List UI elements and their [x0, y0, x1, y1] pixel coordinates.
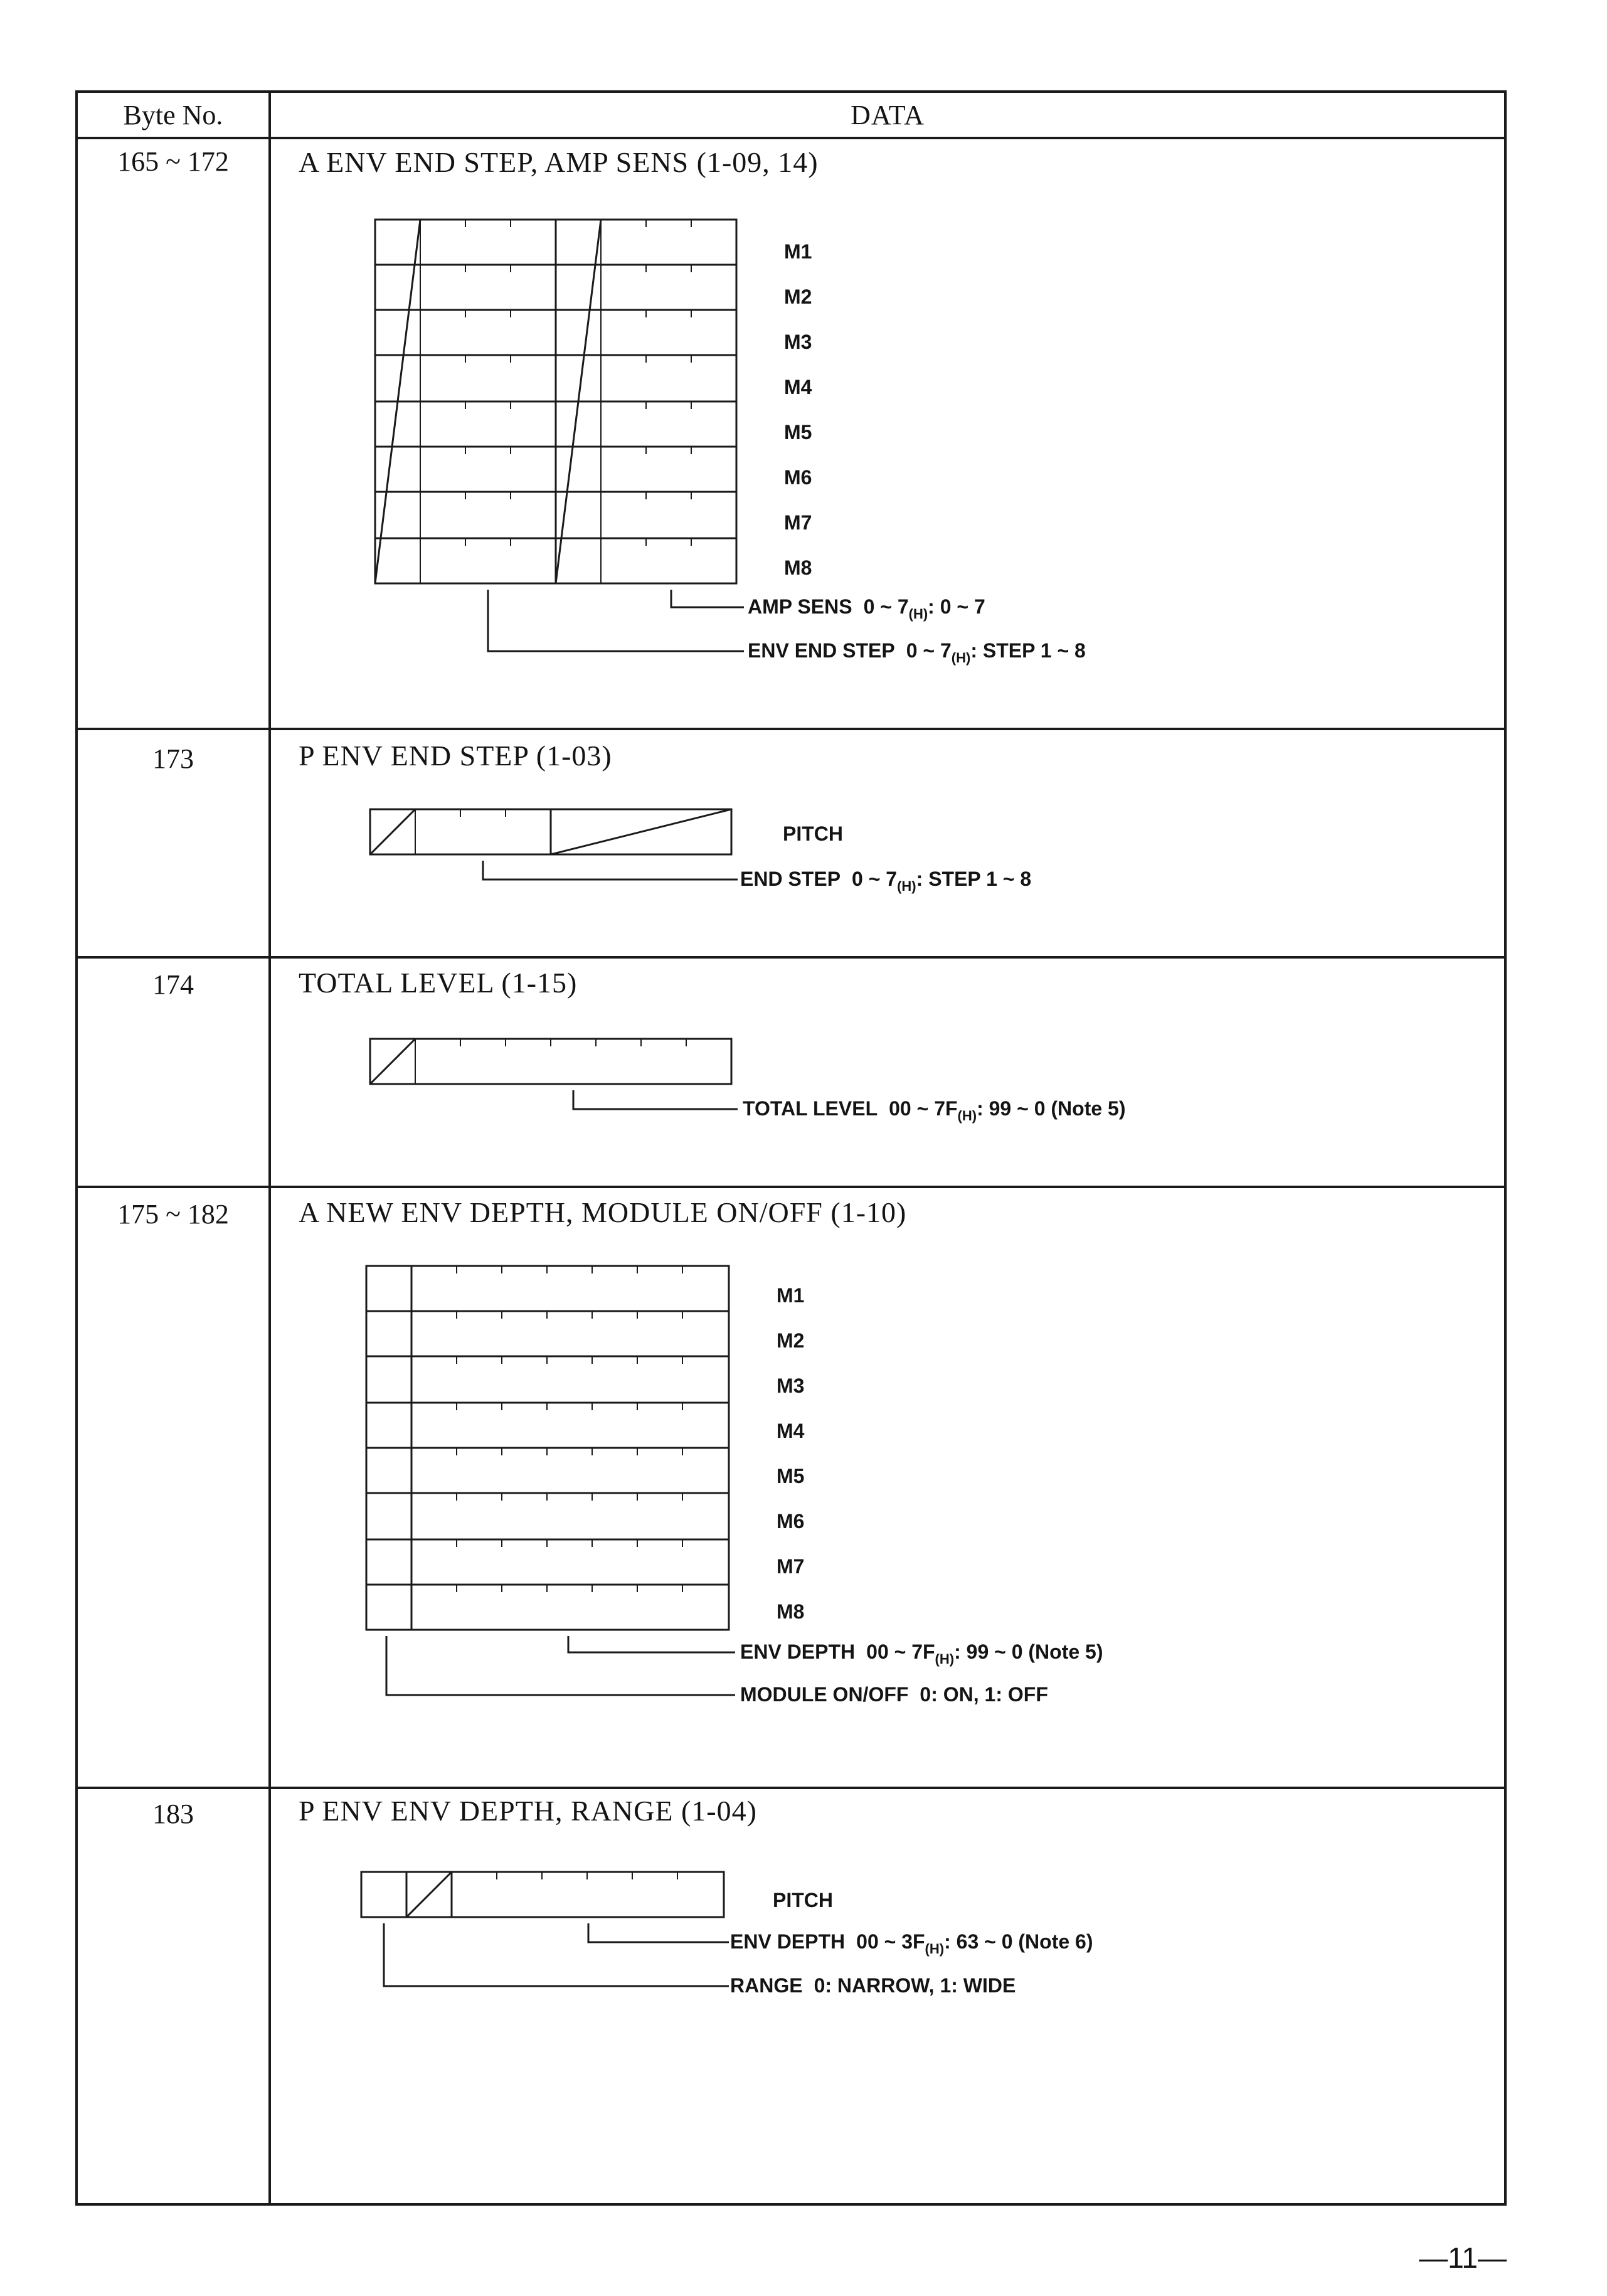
module-label: M2 — [777, 1329, 805, 1352]
byte-no-header: Byte No. — [123, 100, 223, 130]
module-label: M4 — [784, 376, 812, 398]
module-label: M7 — [784, 511, 812, 534]
row-title: TOTAL LEVEL (1-15) — [299, 967, 578, 999]
unused-bits-slash — [551, 809, 731, 854]
row-title: A NEW ENV DEPTH, MODULE ON/OFF (1-10) — [299, 1196, 907, 1228]
module-label: M5 — [777, 1465, 805, 1487]
p-env-end-step-byte — [370, 809, 1031, 894]
env-end-step-leader-line — [488, 590, 744, 651]
bit-tick-marks — [465, 220, 691, 546]
module-label: M6 — [777, 1510, 805, 1533]
unused-bit-slash — [406, 1872, 452, 1917]
module-label: M1 — [777, 1284, 805, 1307]
module-label: M3 — [784, 331, 812, 353]
module-label: M8 — [777, 1600, 805, 1623]
range-callout: RANGE 0: NARROW, 1: WIDE — [730, 1974, 1016, 1997]
module-on-off-leader-line — [386, 1636, 735, 1695]
module-label: M3 — [777, 1374, 805, 1397]
page-number: —11— — [1419, 2241, 1507, 2274]
env-depth-callout: ENV DEPTH 00 ~ $3F_{(H)}$: 63 ~ 0 (Note 6) — [730, 1930, 1093, 1957]
total-level-leader-line — [573, 1090, 738, 1109]
byte-number: 183 — [152, 1799, 194, 1829]
pitch-label: PITCH — [783, 822, 843, 845]
amp-sens-leader-line — [671, 590, 744, 607]
a-env-end-step-byte-grid — [375, 220, 1086, 666]
module-label: M8 — [784, 556, 812, 579]
range-leader-line — [384, 1923, 729, 1986]
new-env-depth-byte-grid — [366, 1266, 1103, 1706]
env-depth-leader-line — [568, 1636, 735, 1652]
amp-sens-callout: AMP SENS 0 ~ $7_{(H)}$: 0 ~ 7 — [748, 595, 985, 622]
module-label: M5 — [784, 421, 812, 444]
row-title: P ENV END STEP (1-03) — [299, 740, 612, 772]
env-depth-callout: ENV DEPTH 00 ~ $7F_{(H)}$: 99 ~ 0 (Note 5) — [740, 1640, 1103, 1667]
module-label: M1 — [784, 240, 812, 263]
env-depth-leader-line — [588, 1923, 729, 1942]
data-header: DATA — [851, 100, 925, 130]
module-label: M7 — [777, 1555, 805, 1578]
module-on-off-callout: MODULE ON/OFF 0: ON, 1: OFF — [740, 1683, 1048, 1706]
module-label: M6 — [784, 466, 812, 489]
byte-number: 165 ~ 172 — [117, 146, 229, 177]
unused-bit-slash — [370, 1039, 415, 1084]
row-title: A ENV END STEP, AMP SENS (1-09, 14) — [299, 146, 819, 178]
total-level-byte — [370, 1039, 1125, 1124]
byte-number: 175 ~ 182 — [117, 1199, 229, 1230]
end-step-leader-line — [483, 861, 738, 880]
row-title: P ENV ENV DEPTH, RANGE (1-04) — [299, 1795, 757, 1827]
module-label: M2 — [784, 285, 812, 308]
p-env-depth-range-byte — [361, 1872, 1093, 1997]
total-level-callout: TOTAL LEVEL 00 ~ $7F_{(H)}$: 99 ~ 0 (Note 5) — [743, 1097, 1126, 1124]
pitch-label: PITCH — [773, 1889, 833, 1911]
module-label: M4 — [777, 1420, 805, 1442]
env-end-step-callout: ENV END STEP 0 ~ $7_{(H)}$: STEP 1 ~ 8 — [748, 639, 1086, 666]
bit-tick-marks — [457, 1266, 682, 1592]
grid-rows — [375, 220, 736, 583]
byte-number: 173 — [152, 743, 194, 774]
end-step-callout: END STEP 0 ~ $7_{(H)}$: STEP 1 ~ 8 — [740, 868, 1032, 894]
unused-bit-slash — [370, 809, 415, 854]
byte-number: 174 — [152, 969, 194, 1000]
